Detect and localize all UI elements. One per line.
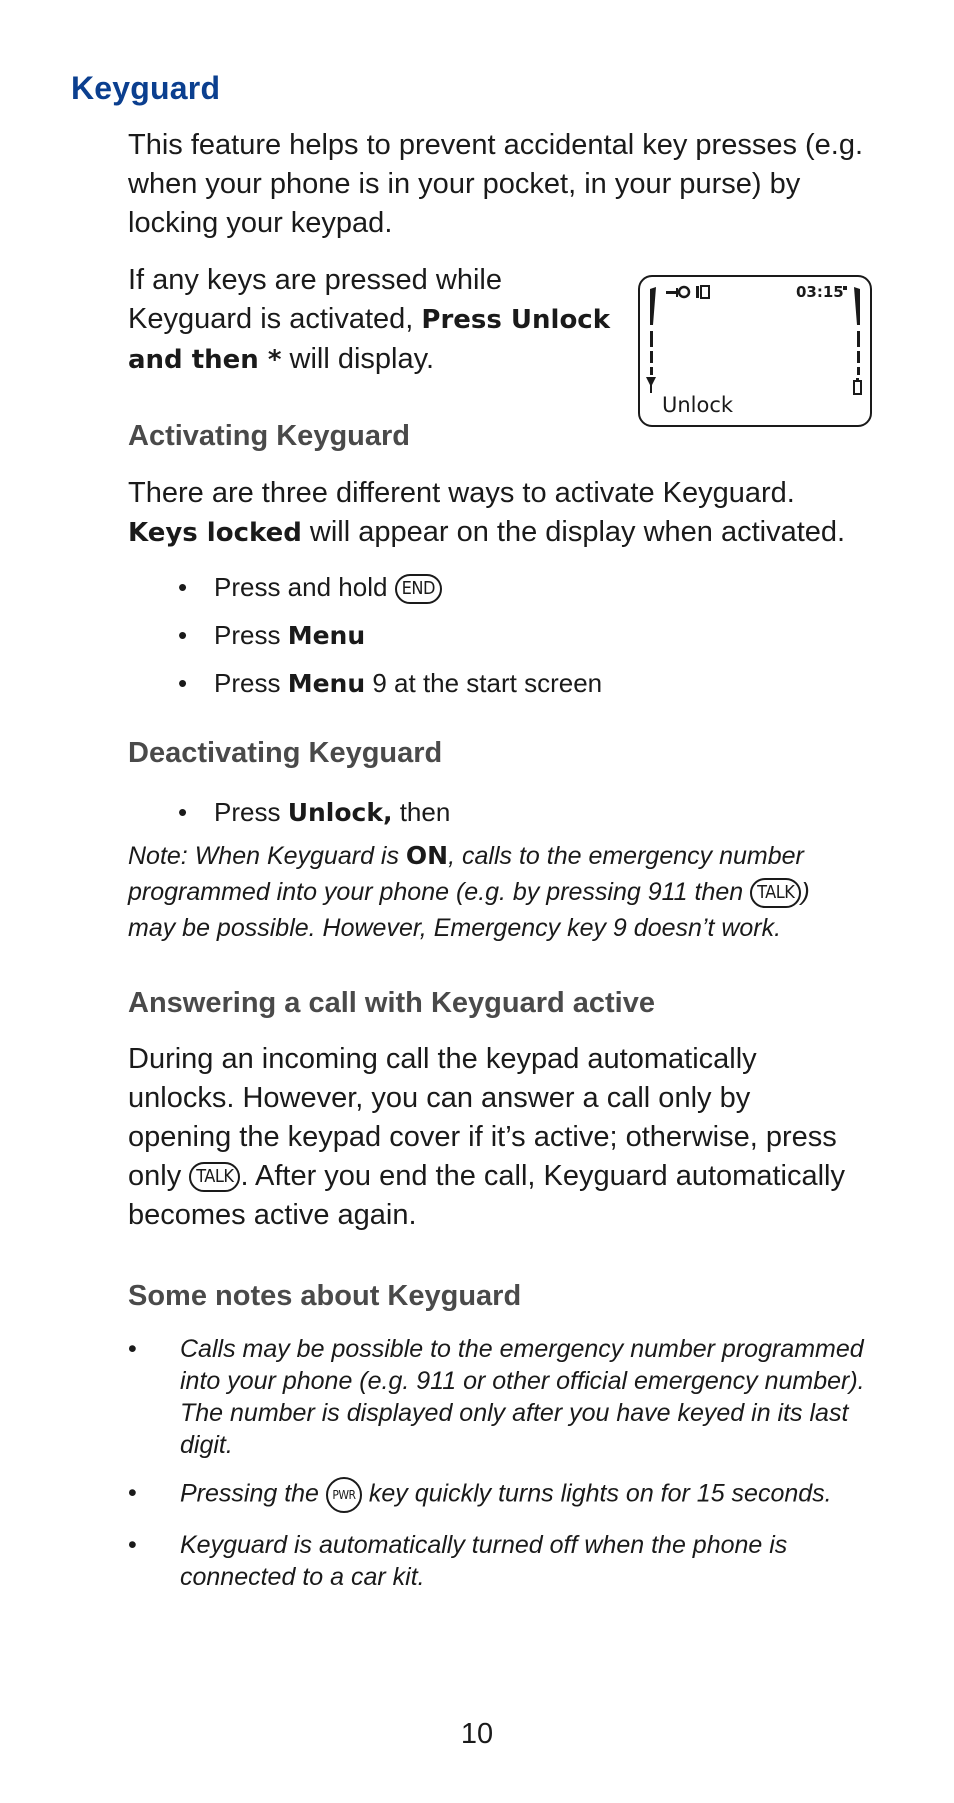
- battery-small-icon: [696, 286, 699, 298]
- signal-bar-segment: [650, 351, 653, 363]
- note-text: may be possible. However, Emergency key 9 doesn’t work.: [128, 914, 782, 942]
- note-text: programmed into your phone (e.g. by pressing 911 then: [128, 878, 751, 906]
- note-item-text: Keyguard is automatically turned off when the phone is connected to a car kit.: [180, 1531, 788, 1591]
- keys-pressed-line3b: will display.: [281, 343, 435, 375]
- emergency-note: [128, 838, 868, 946]
- keys-pressed-line1: If any keys are pressed while: [128, 264, 502, 296]
- notes-bullet-list: [128, 1333, 888, 1609]
- activating-line2b: will appear on the display when activated.: [301, 516, 846, 548]
- note-item-text-pre: Pressing the: [180, 1479, 326, 1508]
- and-then-star-text: and then *: [128, 345, 282, 375]
- activating-line1: There are three different ways to activate Keyguard.: [128, 477, 795, 509]
- battery-bar-segment: [857, 367, 860, 375]
- menu-text: Menu: [287, 669, 366, 698]
- bullet-text-post: then: [392, 797, 451, 827]
- battery-bar-top: [854, 287, 860, 325]
- note-text: , calls to the emergency number: [448, 842, 804, 870]
- keys-locked-text: Keys locked: [128, 518, 302, 548]
- note-item-text-post: key quickly turns lights on for 15 seconds.: [361, 1479, 832, 1508]
- list-item: [128, 1333, 888, 1461]
- list-item: [128, 1529, 888, 1593]
- bullet-text: Press: [214, 797, 288, 827]
- answering-heading: Answering a call with Keyguard active: [128, 987, 655, 1019]
- intro-paragraph: This feature helps to prevent accidental key presses (e.g. when your phone is in your pocket, in your purse) by locking your keypad.: [128, 129, 864, 239]
- answering-text: unlocks. However, you can answer a call only by: [128, 1082, 751, 1114]
- activating-heading: Activating Keyguard: [128, 420, 410, 452]
- list-item: [128, 1477, 888, 1513]
- answering-text: becomes active again.: [128, 1199, 417, 1231]
- menu-text: Menu: [287, 621, 366, 650]
- deactivating-heading: Deactivating Keyguard: [128, 737, 443, 769]
- unlock-text: Unlock,: [287, 798, 393, 827]
- bullet-icon: •: [178, 797, 188, 827]
- bullet-icon: •: [128, 1335, 137, 1363]
- notes-heading: Some notes about Keyguard: [128, 1280, 522, 1312]
- phone-display-illustration: [638, 275, 872, 427]
- battery-icon: [854, 381, 861, 394]
- on-text: ON: [405, 841, 449, 870]
- answering-paragraph: [128, 1040, 928, 1235]
- signal-bar-segment: [650, 331, 653, 347]
- bullet-text: Press: [214, 668, 288, 698]
- battery-bar-segment: [857, 351, 860, 363]
- answering-text: only: [128, 1160, 190, 1192]
- page-title: Keyguard: [71, 70, 221, 106]
- end-key-icon: END: [395, 574, 442, 604]
- page-number: 10: [460, 1718, 494, 1750]
- battery-bar-segment: [857, 331, 860, 347]
- signal-bar-top: [650, 287, 656, 325]
- display-softkey-label: Unlock: [662, 393, 734, 417]
- note-item-text: Calls may be possible to the emergency number programmed into your phone (e.g. 911 or other official emergency number). The number is displayed only after you have keyed in its last digit.: [180, 1335, 865, 1459]
- press-unlock-text: Press Unlock: [421, 305, 611, 335]
- keys-pressed-line2a: Keyguard is activated,: [128, 303, 422, 335]
- bullet-text: Press and hold: [214, 572, 395, 602]
- display-clock: 03:15: [796, 283, 844, 301]
- bullet-icon: •: [178, 668, 188, 698]
- answering-text: During an incoming call the keypad automatically: [128, 1043, 757, 1075]
- bullet-text-post: 9 at the start screen: [365, 668, 603, 698]
- note-text: ): [801, 878, 810, 906]
- talk-key-icon: TALK: [189, 1162, 240, 1192]
- activating-paragraph: [128, 474, 908, 553]
- note-text: Note: When Keyguard is: [128, 842, 406, 870]
- note-item-text: [180, 1477, 888, 1513]
- bullet-icon: •: [128, 1531, 137, 1559]
- signal-bar-segment: [650, 367, 653, 375]
- bullet-text: Press: [214, 620, 288, 650]
- answering-text: . After you end the call, Keyguard automatically: [240, 1160, 845, 1192]
- keys-pressed-paragraph: [128, 261, 648, 380]
- bullet-icon: •: [178, 620, 188, 650]
- bullet-icon: •: [178, 572, 188, 602]
- bullet-icon: •: [128, 1479, 137, 1507]
- answering-text: opening the keypad cover if it’s active; otherwise, press: [128, 1121, 837, 1153]
- pwr-key-icon: PWR: [326, 1477, 362, 1513]
- talk-key-icon: TALK: [750, 878, 801, 908]
